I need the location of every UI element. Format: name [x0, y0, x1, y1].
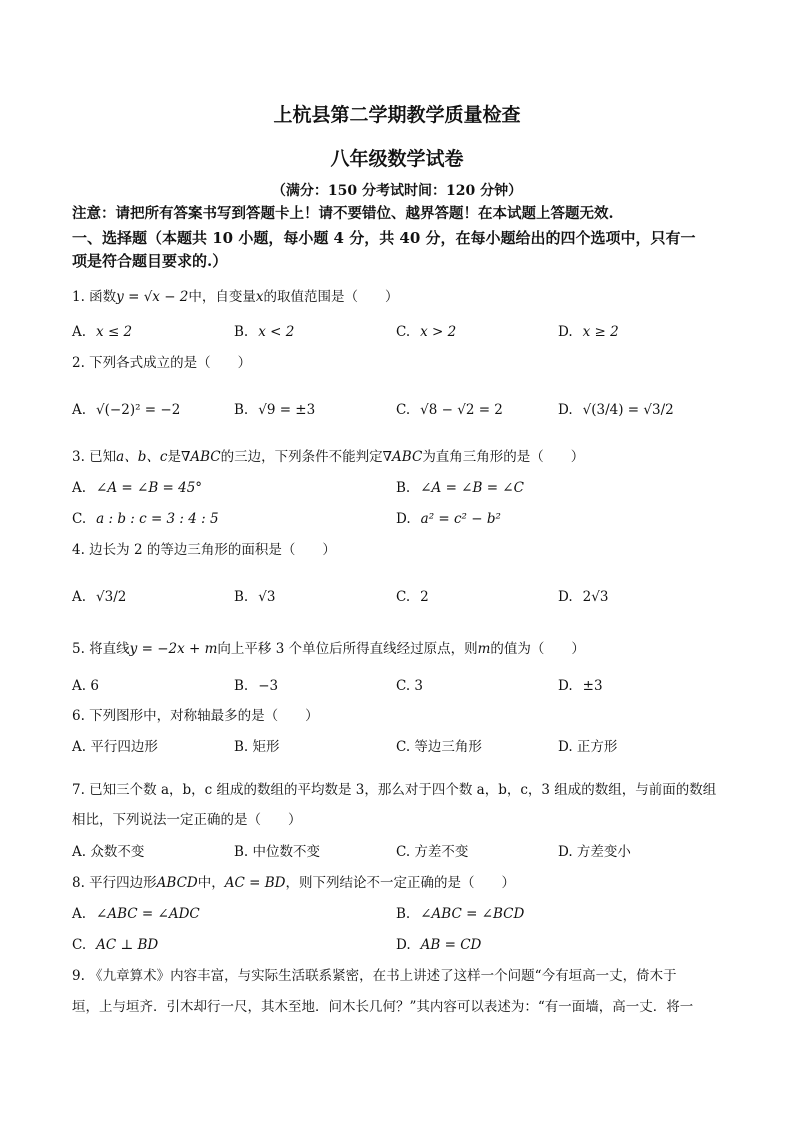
option-letter: A. [72, 589, 87, 605]
q8-shape: ABCD [156, 875, 198, 891]
option-value: AB = CD [420, 937, 482, 953]
q7-option-a[interactable] [72, 842, 144, 862]
exam-title: 上杭县第二学期教学质量检查 [273, 104, 521, 126]
q4-option-b[interactable] [234, 587, 275, 607]
q8-post: ，则下列结论不一定正确的是（ ） [285, 875, 515, 891]
q8-pre: 8. 平行四边形 [72, 875, 157, 891]
option-text: A. 众数不变 [72, 844, 145, 860]
option-letter: C. [72, 511, 87, 527]
option-value: √9 = ±3 [258, 402, 316, 418]
q3-option-a[interactable] [72, 478, 202, 498]
q3-triangle-2: ∇ABC [382, 449, 423, 465]
q5-option-a[interactable] [72, 676, 99, 696]
option-letter: C. [396, 589, 411, 605]
section-heading-line1: 一、选择题（本题共 10 小题，每小题 4 分，共 40 分，在每小题给出的四个选项中，只有一 [72, 229, 696, 247]
q1-option-b[interactable] [234, 322, 294, 342]
q8-option-a[interactable] [72, 904, 200, 924]
option-value: √(3/4) = √3/2 [582, 402, 674, 418]
option-letter: D. [558, 324, 573, 340]
q1-pre: 1. 函数 [72, 289, 117, 305]
question-2-stem: 2. 下列各式成立的是（ ） [72, 355, 252, 371]
q1-post: 的取值范围是（ ） [263, 289, 399, 305]
option-letter: C. [72, 937, 87, 953]
q6-option-c[interactable] [396, 737, 482, 757]
q7-option-c[interactable] [396, 842, 468, 862]
option-text: C. 等边三角形 [396, 739, 482, 755]
q4-option-c[interactable] [396, 587, 429, 607]
q8-condition: AC = BD [224, 875, 286, 891]
q3-pre: 3. 已知 [72, 449, 117, 465]
q5-option-c[interactable] [396, 676, 423, 696]
option-letter: A. [72, 480, 87, 496]
option-value: x < 2 [258, 324, 295, 340]
option-letter: B. [234, 589, 249, 605]
question-8-stem [72, 874, 515, 892]
option-text: D. 方差变小 [558, 844, 631, 860]
option-value: √3/2 [96, 589, 127, 605]
notice-text: 注意：请把所有答案书写到答题卡上！请不要错位、越界答题！在本试题上答题无效. [72, 205, 614, 222]
q1-var: x [255, 289, 264, 305]
question-7-line1: 7. 已知三个数 a，b，c 组成的数组的平均数是 3，那么对于四个数 a，b，c，3 组成的数组，与前面的数组 [72, 782, 717, 798]
q5-option-b[interactable] [234, 676, 278, 696]
option-letter: A. [72, 906, 87, 922]
question-1-stem [72, 288, 399, 306]
q5-option-d[interactable] [558, 676, 603, 696]
question-9-line1: 9. 《九章算术》内容丰富，与实际生活联系紧密，在书上讲述了这样一个问题“今有垣高一丈，倚木于 [72, 968, 677, 984]
q6-option-a[interactable] [72, 737, 158, 757]
option-value: x > 2 [420, 324, 457, 340]
q2-option-c[interactable] [396, 400, 503, 420]
option-letter: A. [72, 402, 87, 418]
exam-subtitle: 八年级数学试卷 [330, 148, 464, 170]
option-letter: D. [558, 678, 573, 694]
option-value: AC ⊥ BD [96, 937, 159, 953]
q5-var: m [477, 641, 491, 657]
question-6-stem: 6. 下列图形中，对称轴最多的是（ ） [72, 708, 319, 724]
q6-option-d[interactable] [558, 737, 617, 757]
option-value: −3 [258, 678, 279, 694]
option-letter: B. [396, 906, 411, 922]
option-letter: B. [396, 480, 411, 496]
option-value: a : b : c = 3 : 4 : 5 [96, 511, 219, 527]
question-3-stem [72, 448, 584, 466]
q5-formula: y = −2x + m [129, 641, 218, 657]
option-value: √8 − √2 = 2 [420, 402, 503, 418]
option-text: A. 平行四边形 [72, 739, 158, 755]
question-7-line2: 相比，下列说法一定正确的是（ ） [72, 812, 302, 828]
q5-post: 的值为（ ） [490, 641, 585, 657]
option-value: √3 [258, 589, 276, 605]
option-text: A. 6 [72, 678, 99, 694]
q5-mid: 向上平移 3 个单位后所得直线经过原点，则 [217, 641, 478, 657]
q3-triangle: ∇ABC [180, 449, 221, 465]
option-letter: D. [558, 589, 573, 605]
question-4-stem: 4. 边长为 2 的等边三角形的面积是（ ） [72, 542, 336, 558]
option-value: √(−2)² = −2 [96, 402, 181, 418]
option-text: B. 矩形 [234, 739, 280, 755]
q2-option-b[interactable] [234, 400, 315, 420]
option-value: 2 [420, 589, 429, 605]
option-text: C. 3 [396, 678, 424, 694]
q4-option-a[interactable] [72, 587, 126, 607]
q8-option-b[interactable] [396, 904, 524, 924]
option-text: C. 方差不变 [396, 844, 469, 860]
option-value: ∠ABC = ∠ADC [96, 906, 200, 922]
q8-option-c[interactable] [72, 935, 158, 955]
option-letter: C. [396, 324, 411, 340]
q3-option-c[interactable] [72, 509, 219, 529]
q1-formula: y = √x − 2 [116, 289, 189, 305]
section-heading-line2: 项是符合题目要求的.） [72, 252, 228, 270]
option-text: D. 正方形 [558, 739, 618, 755]
option-letter: B. [234, 402, 249, 418]
option-value: ∠A = ∠B = 45° [96, 480, 203, 496]
option-letter: D. [558, 402, 573, 418]
score-info: （满分：150 分考试时间：120 分钟） [271, 183, 523, 199]
q2-option-d[interactable] [558, 400, 674, 420]
option-letter: A. [72, 324, 87, 340]
q6-option-b[interactable] [234, 737, 280, 757]
q1-option-c[interactable] [396, 322, 456, 342]
q5-pre: 5. 将直线 [72, 641, 130, 657]
q3-post: 为直角三角形的是（ ） [422, 449, 585, 465]
q3-vars: a、b、c [116, 449, 168, 465]
q1-option-d[interactable] [558, 322, 619, 342]
option-letter: B. [234, 324, 249, 340]
q8-mid: 中， [197, 875, 225, 891]
option-value: ∠A = ∠B = ∠C [420, 480, 524, 496]
option-value: ∠ABC = ∠BCD [420, 906, 525, 922]
option-value: x ≤ 2 [96, 324, 133, 340]
q7-option-d[interactable] [558, 842, 631, 862]
option-value: x ≥ 2 [582, 324, 619, 340]
q4-option-d[interactable] [558, 587, 608, 607]
q7-option-b[interactable] [234, 842, 320, 862]
option-letter: B. [234, 678, 249, 694]
q3-mid2: 的三边，下列条件不能判定 [220, 449, 383, 465]
q3-mid: 是 [167, 449, 181, 465]
question-5-stem [72, 640, 585, 658]
q3-option-b[interactable] [396, 478, 524, 498]
option-letter: D. [396, 937, 411, 953]
q2-option-a[interactable] [72, 400, 180, 420]
q8-option-d[interactable] [396, 935, 481, 955]
q1-mid: 中，自变量 [188, 289, 256, 305]
option-text: B. 中位数不变 [234, 844, 321, 860]
option-letter: D. [396, 511, 411, 527]
q1-option-a[interactable] [72, 322, 132, 342]
option-value: 2√3 [582, 589, 609, 605]
q3-option-d[interactable] [396, 509, 501, 529]
option-value: ±3 [582, 678, 603, 694]
option-value: a² = c² − b² [420, 511, 501, 527]
option-letter: C. [396, 402, 411, 418]
question-9-line2: 垣，上与垣齐．引木却行一尺，其木至地．问木长几何？”其内容可以表述为：“有一面墙，高一丈．将一 [72, 999, 694, 1015]
